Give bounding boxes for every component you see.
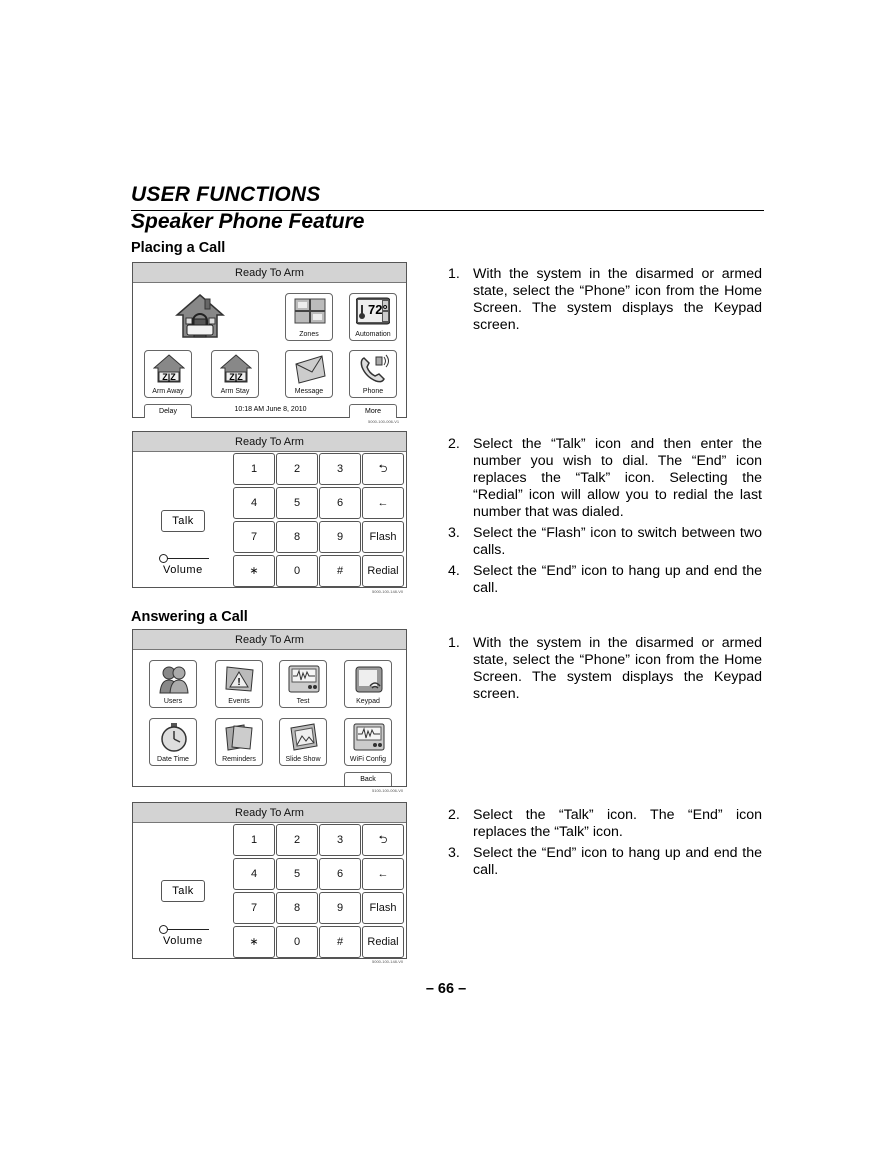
phone-tile[interactable] xyxy=(349,350,397,398)
section-title: USER FUNCTIONS xyxy=(131,183,321,206)
keypad-screen-placing xyxy=(132,431,407,588)
key-8[interactable]: 8 xyxy=(276,892,318,924)
test-label: Test xyxy=(296,698,310,705)
placing-steps-a xyxy=(448,266,762,338)
arm-away-tile[interactable] xyxy=(144,350,192,398)
back-key[interactable]: ⮌ xyxy=(362,824,404,856)
talk-button[interactable]: Talk xyxy=(161,880,205,902)
key-7[interactable]: 7 xyxy=(233,892,275,924)
events-icon xyxy=(224,664,256,694)
keypad-wifi-icon xyxy=(353,664,385,694)
subsection-title: Speaker Phone Feature xyxy=(131,210,365,233)
hash-key[interactable]: # xyxy=(319,555,361,587)
more-screen xyxy=(132,629,407,787)
phone-label: Phone xyxy=(362,388,384,395)
keypad-label: Keypad xyxy=(356,698,380,705)
wifi-config-tile[interactable] xyxy=(344,718,392,766)
step xyxy=(448,563,762,597)
page-number: – 66 – xyxy=(425,981,467,997)
key-9[interactable]: 9 xyxy=(319,521,361,553)
step xyxy=(448,525,762,559)
more-tab[interactable]: More xyxy=(349,404,397,418)
svg-text:Z|Z: Z|Z xyxy=(162,372,176,382)
keypad-status: Ready To Arm xyxy=(133,432,406,452)
volume-label: Volume xyxy=(163,564,203,576)
envelope-icon xyxy=(294,354,326,384)
hash-key[interactable]: # xyxy=(319,926,361,958)
key-3[interactable]: 3 xyxy=(319,824,361,856)
back-tab[interactable]: Back xyxy=(344,772,392,786)
key-2[interactable]: 2 xyxy=(276,453,318,485)
home-screen-status: Ready To Arm xyxy=(133,263,406,283)
placing-call-heading: Placing a Call xyxy=(131,240,226,256)
answering-steps-b xyxy=(448,807,762,883)
volume-slider[interactable] xyxy=(163,929,209,930)
zones-tile[interactable] xyxy=(285,293,333,341)
house-status-icon xyxy=(175,293,225,344)
keypad-ref-code: 5000-100-148-V0 xyxy=(372,589,404,594)
more-screen-ref-code: 5100-100-006-V0 xyxy=(372,788,404,793)
key-7[interactable]: 7 xyxy=(233,521,275,553)
key-4[interactable]: 4 xyxy=(233,858,275,890)
date-time-tile[interactable] xyxy=(149,718,197,766)
date-time-label: Date Time xyxy=(157,756,189,763)
key-3[interactable]: 3 xyxy=(319,453,361,485)
home-screen-ref-code: 5000-100-006-V1 xyxy=(368,419,400,424)
key-4[interactable]: 4 xyxy=(233,487,275,519)
users-icon xyxy=(158,664,190,694)
step-text: With the system in the disarmed or armed state, select the “Phone” icon from the Home Screen. The system displays the Keypad screen. xyxy=(473,635,762,702)
reminders-icon xyxy=(224,722,256,752)
thermostat-reading: 72° xyxy=(368,302,388,317)
slide-show-tile[interactable] xyxy=(279,718,327,766)
star-key[interactable]: ∗ xyxy=(233,555,275,587)
step xyxy=(448,266,762,334)
key-5[interactable]: 5 xyxy=(276,487,318,519)
events-tile[interactable] xyxy=(215,660,263,708)
arm-stay-label: Arm Stay xyxy=(220,388,250,395)
key-2[interactable]: 2 xyxy=(276,824,318,856)
zones-label: Zones xyxy=(299,331,319,338)
svg-text:Z|Z: Z|Z xyxy=(229,372,243,382)
step-number: 4. xyxy=(448,563,460,579)
step xyxy=(448,845,762,879)
key-6[interactable]: 6 xyxy=(319,858,361,890)
users-label: Users xyxy=(163,698,183,705)
step-text: Select the “Flash” icon to switch between two calls. xyxy=(473,525,762,558)
talk-button[interactable]: Talk xyxy=(161,510,205,532)
keypad-ref-code: 5000-100-148-V0 xyxy=(372,959,404,964)
arm-stay-tile[interactable] xyxy=(211,350,259,398)
home-screen xyxy=(132,262,407,418)
automation-label: Automation xyxy=(355,331,391,338)
keypad-tile[interactable] xyxy=(344,660,392,708)
redial-key[interactable]: Redial xyxy=(362,555,404,587)
automation-tile[interactable] xyxy=(349,293,397,341)
reminders-label: Reminders xyxy=(222,756,256,763)
step xyxy=(448,635,762,703)
flash-key[interactable]: Flash xyxy=(362,892,404,924)
star-key[interactable]: ∗ xyxy=(233,926,275,958)
slide-show-label: Slide Show xyxy=(285,756,321,763)
volume-label: Volume xyxy=(163,935,203,947)
backspace-key[interactable]: ← xyxy=(362,487,404,519)
wifi-config-label: WiFi Config xyxy=(349,756,387,763)
phone-icon xyxy=(358,354,390,384)
step-text: Select the “Talk” icon and then enter the number you wish to dial. The “End” icon replaces the “Talk” icon. Selecting the “Redial” icon will allow you to redial the last number that was dialed. xyxy=(473,436,762,520)
key-0[interactable]: 0 xyxy=(276,555,318,587)
step-number: 2. xyxy=(448,807,460,823)
arm-away-label: Arm Away xyxy=(152,388,184,395)
zones-icon xyxy=(294,297,326,325)
back-key[interactable]: ⮌ xyxy=(362,453,404,485)
test-icon xyxy=(288,664,320,694)
step-text: Select the “Talk” icon. The “End” icon replaces the “Talk” icon. xyxy=(473,807,762,840)
step-number: 1. xyxy=(448,635,460,651)
backspace-key[interactable]: ← xyxy=(362,858,404,890)
arm-away-icon xyxy=(153,354,185,384)
step xyxy=(448,436,762,521)
step-number: 3. xyxy=(448,845,460,861)
keypad-status: Ready To Arm xyxy=(133,803,406,823)
key-0[interactable]: 0 xyxy=(276,926,318,958)
step xyxy=(448,807,762,841)
events-label: Events xyxy=(228,698,250,705)
volume-slider[interactable] xyxy=(163,558,209,559)
test-tile[interactable] xyxy=(279,660,327,708)
key-5[interactable]: 5 xyxy=(276,858,318,890)
home-datetime: 10:18 AM June 8, 2010 xyxy=(234,406,307,413)
key-6[interactable]: 6 xyxy=(319,487,361,519)
flash-key[interactable]: Flash xyxy=(362,521,404,553)
more-screen-status: Ready To Arm xyxy=(133,630,406,650)
key-1[interactable]: 1 xyxy=(233,824,275,856)
users-tile[interactable] xyxy=(149,660,197,708)
key-9[interactable]: 9 xyxy=(319,892,361,924)
redial-key[interactable]: Redial xyxy=(362,926,404,958)
message-tile[interactable] xyxy=(285,350,333,398)
arm-stay-icon xyxy=(220,354,252,384)
volume-knob[interactable] xyxy=(159,925,168,934)
answering-steps-a xyxy=(448,635,762,707)
step-number: 2. xyxy=(448,436,460,452)
svg-text:!: ! xyxy=(237,677,241,688)
stopwatch-icon xyxy=(158,722,190,752)
reminders-tile[interactable] xyxy=(215,718,263,766)
volume-knob[interactable] xyxy=(159,554,168,563)
slide-show-icon xyxy=(288,722,320,752)
step-text: Select the “End” icon to hang up and end the call. xyxy=(473,563,762,596)
wifi-config-icon xyxy=(353,722,385,752)
keypad-screen-answering xyxy=(132,802,407,959)
delay-tab[interactable]: Delay xyxy=(144,404,192,418)
step-number: 1. xyxy=(448,266,460,282)
answering-call-heading: Answering a Call xyxy=(131,609,248,625)
step-text: With the system in the disarmed or armed state, select the “Phone” icon from the Home Screen. The system displays the Keypad screen. xyxy=(473,266,762,333)
placing-steps-b xyxy=(448,436,762,601)
key-8[interactable]: 8 xyxy=(276,521,318,553)
key-1[interactable]: 1 xyxy=(233,453,275,485)
step-text: Select the “End” icon to hang up and end the call. xyxy=(473,845,762,878)
step-number: 3. xyxy=(448,525,460,541)
message-label: Message xyxy=(294,388,324,395)
